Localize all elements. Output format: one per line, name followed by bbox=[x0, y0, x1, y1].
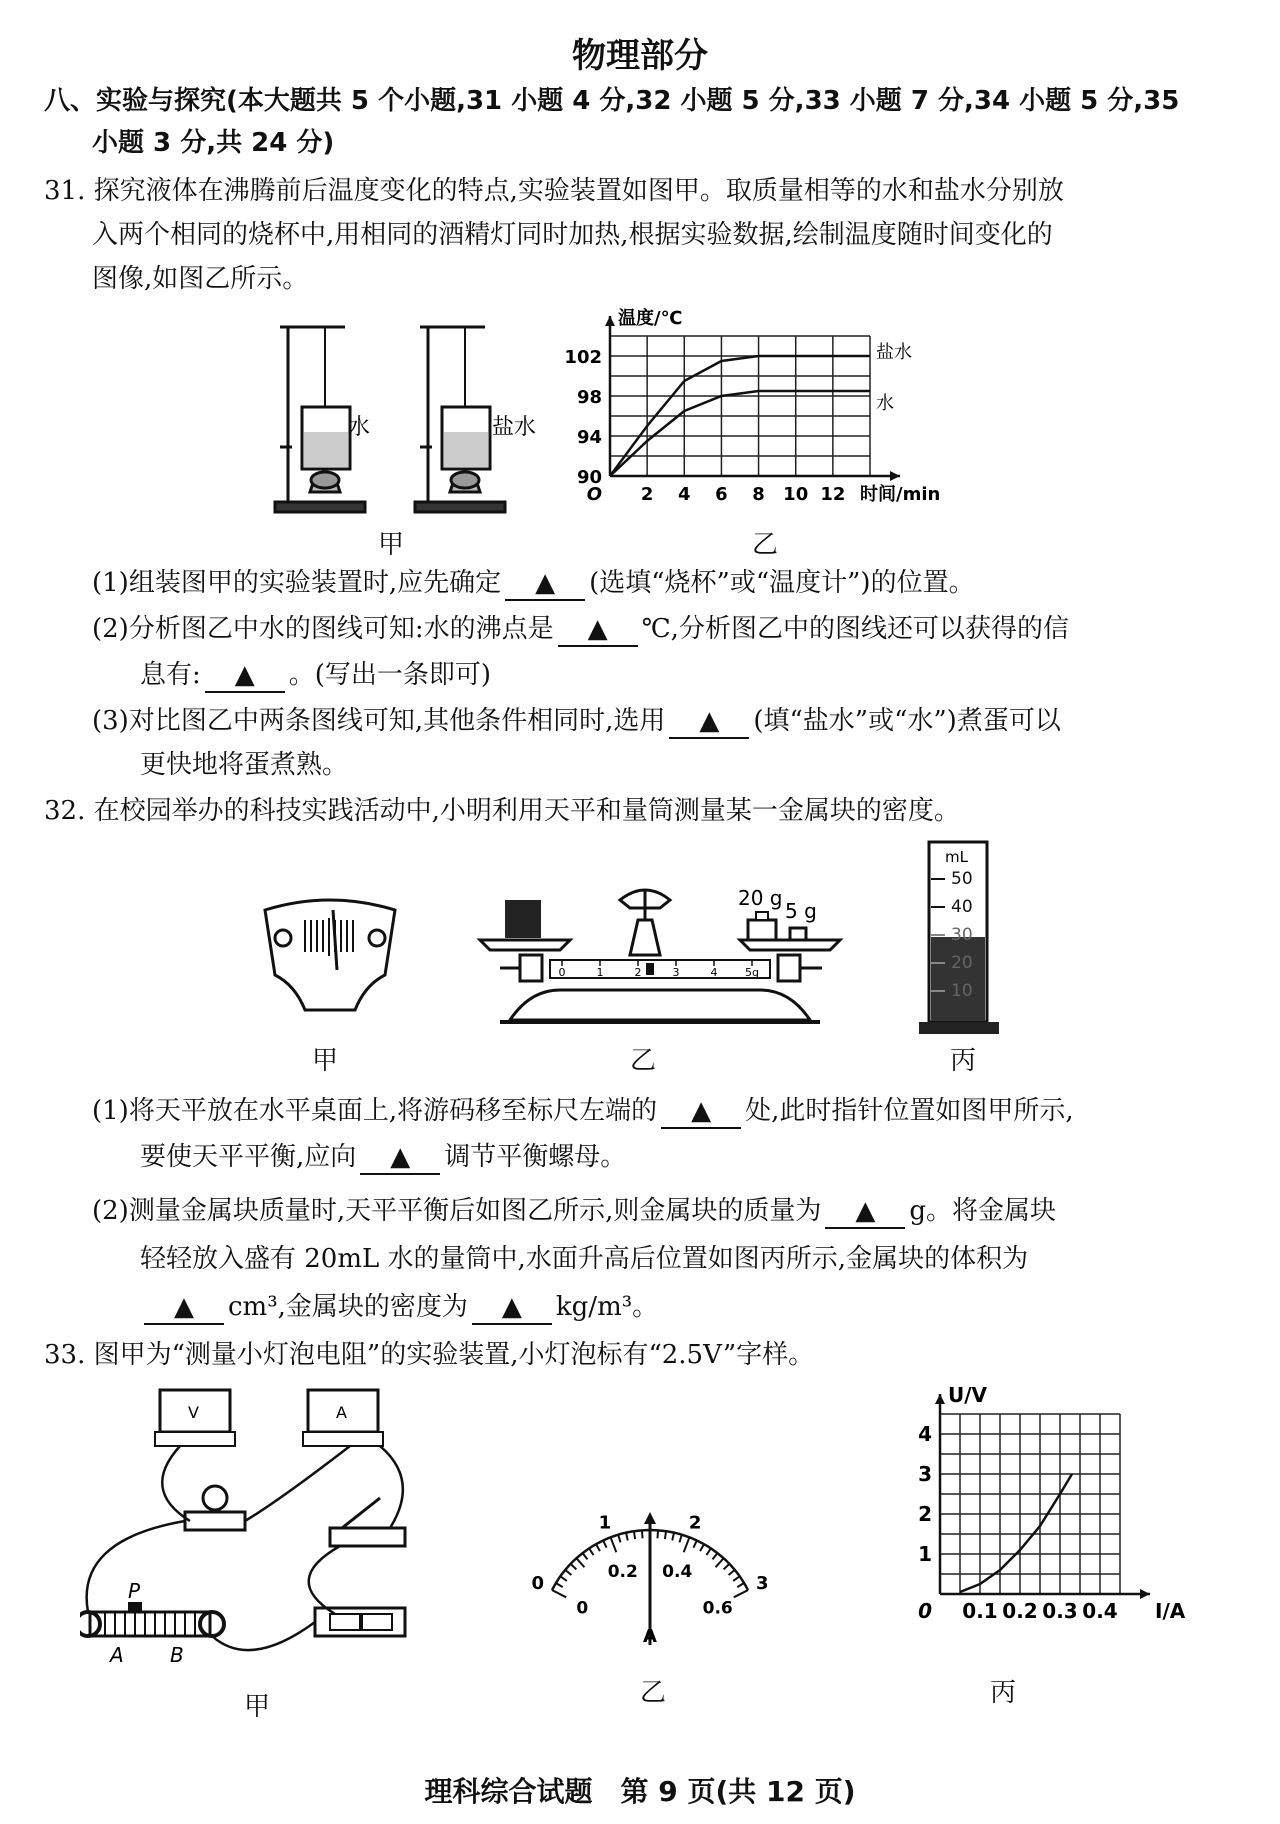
series-label: 盐水 bbox=[876, 342, 912, 363]
y-tick-label: 3 bbox=[918, 1462, 932, 1486]
y-tick-label: 2 bbox=[918, 1502, 932, 1526]
q32-line1: 32. 在校园举办的科技实践活动中,小明利用天平和量筒测量某一金属块的密度。 bbox=[44, 796, 960, 826]
y-tick-label: 102 bbox=[564, 347, 602, 368]
x-tick-label: 0.1 bbox=[962, 1599, 998, 1623]
q32-part1-text-a: (1)将天平放在水平桌面上,将游码移至标尺左端的 bbox=[92, 1096, 658, 1126]
q33-caption-bing: 丙 bbox=[990, 1678, 1017, 1708]
dial-bottom-label: 0 bbox=[576, 1598, 589, 1619]
q32-part1 bbox=[92, 1096, 1074, 1129]
voltmeter-label: V bbox=[188, 1403, 199, 1422]
answer-blank[interactable]: ▲ bbox=[472, 1292, 552, 1325]
x-tick-label: 0.4 bbox=[1082, 1599, 1118, 1623]
x-tick-label: 4 bbox=[678, 484, 691, 505]
x-tick-label: 12 bbox=[820, 484, 846, 505]
q31-part2-text-a: (2)分析图乙中水的图线可知:水的沸点是 bbox=[92, 614, 554, 644]
dial-top-label: 1 bbox=[598, 1512, 612, 1534]
q32-part1-text-d: 调节平衡螺母。 bbox=[444, 1142, 627, 1172]
label-p: P bbox=[128, 1579, 141, 1603]
q31-fig-jia bbox=[270, 312, 550, 522]
q33-caption-yi: 乙 bbox=[640, 1678, 667, 1708]
wire bbox=[162, 1446, 190, 1521]
q31-part2-text-d: 。(写出一条即可) bbox=[288, 660, 492, 690]
x-axis-arrow bbox=[1140, 1589, 1150, 1599]
dial-bottom-label: 0.4 bbox=[662, 1562, 693, 1583]
q31-part3-cont: 更快地将蛋煮熟。 bbox=[140, 750, 349, 780]
series-line-2 bbox=[610, 391, 870, 476]
q32-part2-text-b: g。将金属块 bbox=[909, 1196, 1057, 1226]
beam-scale bbox=[550, 960, 770, 978]
cylinder-unit: mL bbox=[945, 848, 968, 866]
weight-20g bbox=[748, 920, 776, 940]
origin-label: O bbox=[586, 484, 602, 505]
chart-plot-group bbox=[564, 307, 940, 505]
metal-block bbox=[505, 900, 541, 938]
scale-tick-label: 1 bbox=[596, 966, 604, 979]
x-tick-label: 0.2 bbox=[1002, 1599, 1038, 1623]
wire bbox=[380, 1446, 403, 1528]
section-heading-line1: 八、实验与探究(本大题共 5 个小题,31 小题 4 分,32 小题 5 分,33 小题 7 分,34 小题 5 分,35 bbox=[44, 86, 1180, 116]
q31-part3 bbox=[92, 706, 1061, 739]
y-tick-label: 4 bbox=[918, 1422, 932, 1446]
answer-blank[interactable]: ▲ bbox=[205, 660, 285, 693]
scale-tick-label: 3 bbox=[672, 966, 680, 979]
dial-bottom-label: 0.2 bbox=[607, 1562, 638, 1583]
q32-part1-cont bbox=[140, 1142, 626, 1175]
x-tick-label: 2 bbox=[640, 484, 654, 505]
x-tick-label: 10 bbox=[783, 484, 809, 505]
q31-part3-text-a: (3)对比图乙中两条图线可知,其他条件相同时,选用 bbox=[92, 706, 666, 736]
dial-tick bbox=[716, 1558, 724, 1567]
weight-5g-label: 5 g bbox=[785, 899, 817, 923]
cylinder-tick-label: 50 bbox=[951, 869, 973, 889]
lamp-base bbox=[185, 1512, 245, 1530]
page-title: 物理部分 bbox=[572, 36, 708, 76]
q31-chart bbox=[560, 300, 980, 520]
q31-part2-text-b: ℃,分析图乙中的图线还可以获得的信 bbox=[641, 614, 1069, 644]
y-tick-label: 98 bbox=[576, 387, 602, 408]
ammeter-label: A bbox=[336, 1403, 347, 1422]
wire bbox=[309, 1546, 340, 1614]
q32-part2-text-d: cm³,金属块的密度为 bbox=[228, 1292, 468, 1322]
q32-caption-yi: 乙 bbox=[630, 1046, 657, 1076]
q32-caption-bing: 丙 bbox=[950, 1046, 977, 1076]
answer-blank[interactable]: ▲ bbox=[661, 1096, 741, 1129]
page-footer: 理科综合试题 第 9 页(共 12 页) bbox=[424, 1775, 856, 1808]
cylinder-tick-label: 20 bbox=[951, 953, 973, 973]
dial-tick bbox=[684, 1537, 690, 1552]
origin-label: 0 bbox=[918, 1599, 932, 1623]
y-tick-label: 1 bbox=[918, 1542, 932, 1566]
cylinder-tick-label: 30 bbox=[951, 925, 973, 945]
q32-caption-jia: 甲 bbox=[312, 1046, 339, 1076]
q31-part2 bbox=[92, 614, 1069, 647]
answer-blank[interactable]: ▲ bbox=[558, 614, 638, 647]
scale-tick-label: 0 bbox=[558, 966, 566, 979]
label-water: 水 bbox=[348, 415, 371, 440]
y-axis-label: 温度/℃ bbox=[618, 308, 683, 329]
q32-fig-bing-cylinder bbox=[915, 832, 1005, 1042]
y-tick-label: 90 bbox=[576, 467, 602, 488]
section-heading-line2: 小题 3 分,共 24 分) bbox=[92, 128, 335, 158]
label-a: A bbox=[110, 1643, 124, 1667]
q33-fig-jia-circuit bbox=[80, 1380, 420, 1670]
scale-tick-label: 5g bbox=[745, 966, 759, 979]
wire bbox=[245, 1446, 350, 1521]
q32-part1-text-c: 要使天平平衡,应向 bbox=[140, 1142, 357, 1172]
answer-blank[interactable]: ▲ bbox=[360, 1142, 440, 1175]
answer-blank[interactable]: ▲ bbox=[144, 1292, 224, 1325]
q32-part2-cont2 bbox=[140, 1292, 658, 1325]
label-salt: 盐水 bbox=[492, 415, 537, 440]
q31-caption-jia: 甲 bbox=[378, 530, 405, 560]
q33-fig-yi-ammeter-dial bbox=[500, 1450, 800, 1660]
answer-blank[interactable]: ▲ bbox=[505, 568, 585, 601]
q31-part1-text-b: (选填“烧杯”或“温度计”)的位置。 bbox=[589, 568, 975, 598]
rider bbox=[646, 963, 654, 975]
dial-top-label: 0 bbox=[531, 1572, 544, 1594]
series-label: 水 bbox=[876, 393, 894, 414]
q33-line1: 33. 图甲为“测量小灯泡电阻”的实验装置,小灯泡标有“2.5V”字样。 bbox=[44, 1340, 815, 1370]
x-tick-label: 6 bbox=[715, 484, 728, 505]
q31-part2-text-c: 息有: bbox=[140, 660, 201, 690]
rheostat bbox=[90, 1612, 210, 1636]
answer-blank[interactable]: ▲ bbox=[825, 1196, 905, 1229]
y-axis-arrow bbox=[605, 316, 615, 326]
lamp-bulb bbox=[203, 1486, 227, 1510]
x-axis-arrow bbox=[890, 471, 900, 481]
answer-blank[interactable]: ▲ bbox=[669, 706, 749, 739]
q31-part1-text-a: (1)组装图甲的实验装置时,应先确定 bbox=[92, 568, 502, 598]
q32-part2 bbox=[92, 1196, 1056, 1229]
scale-tick-label: 2 bbox=[634, 966, 642, 979]
dial-tick bbox=[734, 1590, 748, 1597]
dial-needle-tip bbox=[644, 1512, 656, 1524]
cylinder-water bbox=[931, 937, 985, 1021]
q31-caption-yi: 乙 bbox=[752, 530, 779, 560]
q32-fig-jia-pointer bbox=[255, 890, 405, 1020]
q32-fig-yi-balance bbox=[470, 860, 850, 1040]
q32-part1-text-b: 处,此时指针位置如图甲所示, bbox=[745, 1096, 1074, 1126]
q31-part3-text-b: (填“盐水”或“水”)煮蛋可以 bbox=[753, 706, 1061, 736]
x-tick-label: 8 bbox=[752, 484, 765, 505]
y-tick-label: 94 bbox=[576, 427, 602, 448]
q31-line2: 入两个相同的烧杯中,用相同的酒精灯同时加热,根据实验数据,绘制温度随时间变化的 bbox=[92, 220, 1053, 250]
x-axis-label: I/A bbox=[1155, 1599, 1186, 1623]
weight-20g-label: 20 g bbox=[738, 886, 783, 910]
cylinder-tick-label: 40 bbox=[951, 897, 973, 917]
label-b: B bbox=[170, 1643, 184, 1667]
q31-line1: 31. 探究液体在沸腾前后温度变化的特点,实验装置如图甲。取质量相等的水和盐水分别放 bbox=[44, 176, 1064, 206]
dial-top-label: 3 bbox=[756, 1572, 769, 1594]
dial-top-label: 2 bbox=[688, 1512, 702, 1534]
x-axis-label: 时间/min bbox=[860, 484, 941, 505]
q32-part2-cont: 轻轻放入盛有 20mL 水的量筒中,水面升高后位置如图丙所示,金属块的体积为 bbox=[140, 1244, 1029, 1274]
dial-bottom-label: 0.6 bbox=[702, 1598, 733, 1619]
q33-chart bbox=[900, 1384, 1200, 1654]
switch bbox=[330, 1528, 405, 1546]
wire bbox=[212, 1622, 315, 1650]
q31-line3: 图像,如图乙所示。 bbox=[92, 264, 309, 294]
dial-tick bbox=[552, 1590, 566, 1597]
y-axis-arrow bbox=[935, 1394, 945, 1404]
x-tick-label: 0.3 bbox=[1042, 1599, 1078, 1623]
scale-tick-label: 4 bbox=[710, 966, 718, 979]
q31-part1 bbox=[92, 568, 975, 601]
dial-tick bbox=[576, 1558, 584, 1567]
dial-unit: A bbox=[643, 1626, 657, 1647]
weight-5g bbox=[790, 928, 806, 940]
y-axis-label: U/V bbox=[948, 1384, 988, 1407]
q32-part2-text-e: kg/m³。 bbox=[555, 1292, 659, 1322]
q31-part2-cont bbox=[140, 660, 491, 693]
cylinder-tick-label: 10 bbox=[951, 981, 973, 1001]
q33-caption-jia: 甲 bbox=[244, 1692, 271, 1722]
q32-part2-text-a: (2)测量金属块质量时,天平平衡后如图乙所示,则金属块的质量为 bbox=[92, 1196, 822, 1226]
dial-tick bbox=[611, 1537, 617, 1552]
